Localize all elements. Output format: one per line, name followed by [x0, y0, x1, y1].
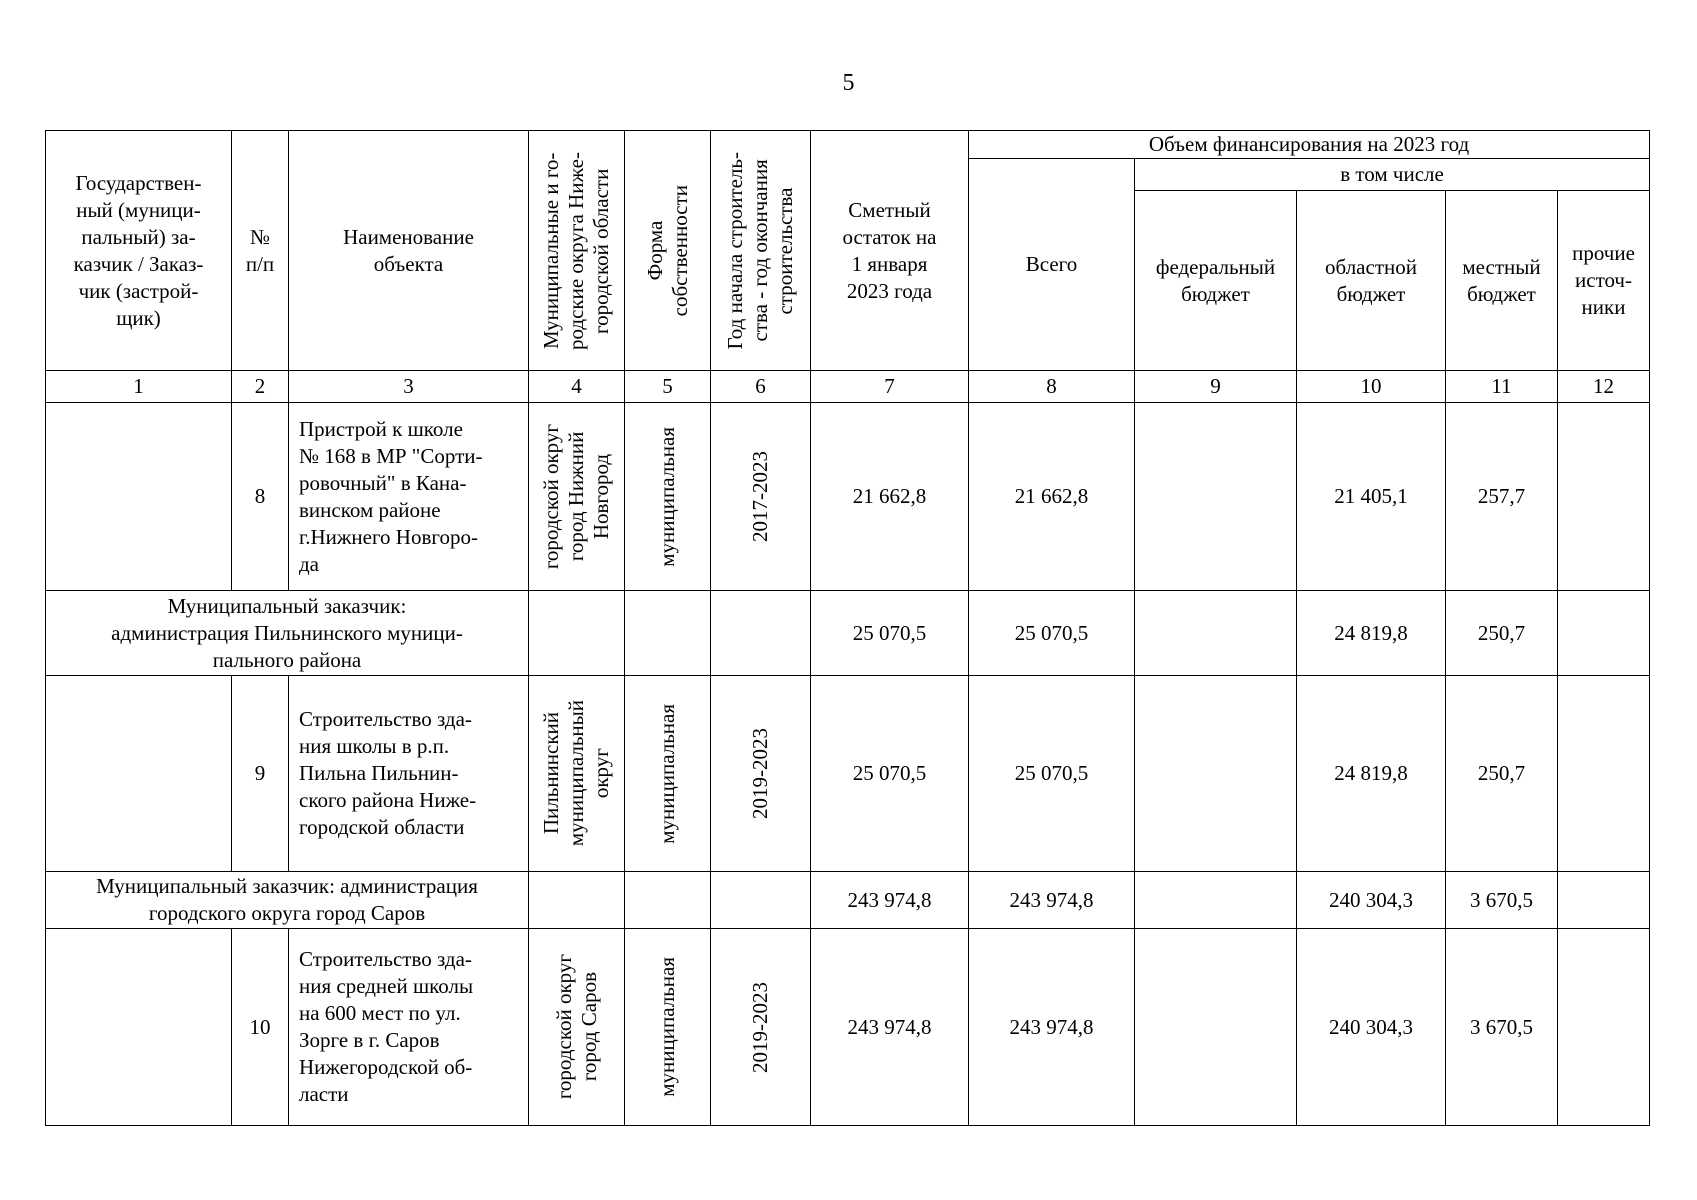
balance-cell: 243 974,8 [811, 872, 969, 929]
column-number: 3 [289, 371, 529, 403]
federal-cell [1135, 403, 1297, 591]
column-number: 6 [711, 371, 811, 403]
header-district: Муниципальные и го- родские округа Ниже- городской области [529, 131, 625, 371]
local-cell: 3 670,5 [1446, 929, 1558, 1126]
header-other: прочие источ- ники [1558, 191, 1650, 371]
customer-name: Муниципальный заказчик: администрация городского округа город Саров [46, 872, 529, 929]
local-cell: 257,7 [1446, 403, 1558, 591]
ownership-cell: муниципальная [625, 676, 711, 872]
balance-cell: 21 662,8 [811, 403, 969, 591]
balance-cell: 243 974,8 [811, 929, 969, 1126]
federal-cell [1135, 591, 1297, 676]
customer-cell [46, 929, 232, 1126]
header-row-1 [46, 131, 1650, 159]
total-cell: 25 070,5 [969, 676, 1135, 872]
total-cell: 243 974,8 [969, 929, 1135, 1126]
customer-cell [46, 676, 232, 872]
table-row [46, 403, 1650, 591]
district-cell: Пильнинский муниципальный округ [529, 676, 625, 872]
customer-cell [46, 403, 232, 591]
header-ownership: Форма собственности [625, 131, 711, 371]
customer-name: Муниципальный заказчик: администрация Пильнинского муници- пального района [46, 591, 529, 676]
other-cell [1558, 403, 1650, 591]
balance-cell: 25 070,5 [811, 676, 969, 872]
district-cell: городской округ город Нижний Новгород [529, 403, 625, 591]
table-row [46, 929, 1650, 1126]
years-cell: 2019-2023 [711, 929, 811, 1126]
balance-cell: 25 070,5 [811, 591, 969, 676]
row-number: 9 [232, 676, 289, 872]
ownership-cell: муниципальная [625, 403, 711, 591]
funding-table [45, 130, 1650, 1126]
column-number: 11 [1446, 371, 1558, 403]
years-cell: 2017-2023 [711, 403, 811, 591]
regional-cell: 24 819,8 [1297, 591, 1446, 676]
header-object-name: Наименование объекта [289, 131, 529, 371]
other-cell [1558, 676, 1650, 872]
years-cell: 2019-2023 [711, 676, 811, 872]
row-number: 10 [232, 929, 289, 1126]
table-row [46, 676, 1650, 872]
other-cell [1558, 591, 1650, 676]
header-federal: федеральный бюджет [1135, 191, 1297, 371]
header-local: местный бюджет [1446, 191, 1558, 371]
local-cell: 250,7 [1446, 591, 1558, 676]
district-cell: городской округ город Саров [529, 929, 625, 1126]
header-number: № п/п [232, 131, 289, 371]
years-cell [711, 591, 811, 676]
column-number: 4 [529, 371, 625, 403]
column-number-row [46, 371, 1650, 403]
regional-cell: 21 405,1 [1297, 403, 1446, 591]
object-name: Строительство зда- ния школы в р.п. Пильна Пильнин- ского района Ниже- городской области [289, 676, 529, 872]
customer-row [46, 872, 1650, 929]
column-number: 1 [46, 371, 232, 403]
header-years: Год начала строитель- ства - год окончания строительства [711, 131, 811, 371]
federal-cell [1135, 872, 1297, 929]
local-cell: 3 670,5 [1446, 872, 1558, 929]
other-cell [1558, 872, 1650, 929]
district-cell [529, 591, 625, 676]
header-total: Всего [969, 159, 1135, 371]
customer-row [46, 591, 1650, 676]
header-regional: областной бюджет [1297, 191, 1446, 371]
ownership-cell [625, 872, 711, 929]
header-including: в том числе [1135, 159, 1650, 191]
regional-cell: 240 304,3 [1297, 929, 1446, 1126]
column-number: 12 [1558, 371, 1650, 403]
column-number: 9 [1135, 371, 1297, 403]
regional-cell: 240 304,3 [1297, 872, 1446, 929]
years-cell [711, 872, 811, 929]
local-cell: 250,7 [1446, 676, 1558, 872]
ownership-cell [625, 591, 711, 676]
row-number: 8 [232, 403, 289, 591]
federal-cell [1135, 676, 1297, 872]
federal-cell [1135, 929, 1297, 1126]
column-number: 8 [969, 371, 1135, 403]
object-name: Строительство зда- ния средней школы на 600 мест по ул. Зорге в г. Саров Нижегородской об- ласти [289, 929, 529, 1126]
page-number: 5 [842, 70, 855, 96]
column-number: 2 [232, 371, 289, 403]
total-cell: 243 974,8 [969, 872, 1135, 929]
object-name: Пристрой к школе № 168 в МР "Сорти- ровочный" в Кана- винском районе г.Нижнего Новгоро- да [289, 403, 529, 591]
other-cell [1558, 929, 1650, 1126]
total-cell: 25 070,5 [969, 591, 1135, 676]
header-estimated-balance: Сметный остаток на 1 января 2023 года [811, 131, 969, 371]
column-number: 7 [811, 371, 969, 403]
header-funding-group: Объем финансирования на 2023 год [969, 131, 1650, 159]
column-number: 10 [1297, 371, 1446, 403]
column-number: 5 [625, 371, 711, 403]
header-customer: Государствен- ный (муници- пальный) за- казчик / Заказ- чик (застрой- щик) [46, 131, 232, 371]
regional-cell: 24 819,8 [1297, 676, 1446, 872]
ownership-cell: муниципальная [625, 929, 711, 1126]
district-cell [529, 872, 625, 929]
total-cell: 21 662,8 [969, 403, 1135, 591]
